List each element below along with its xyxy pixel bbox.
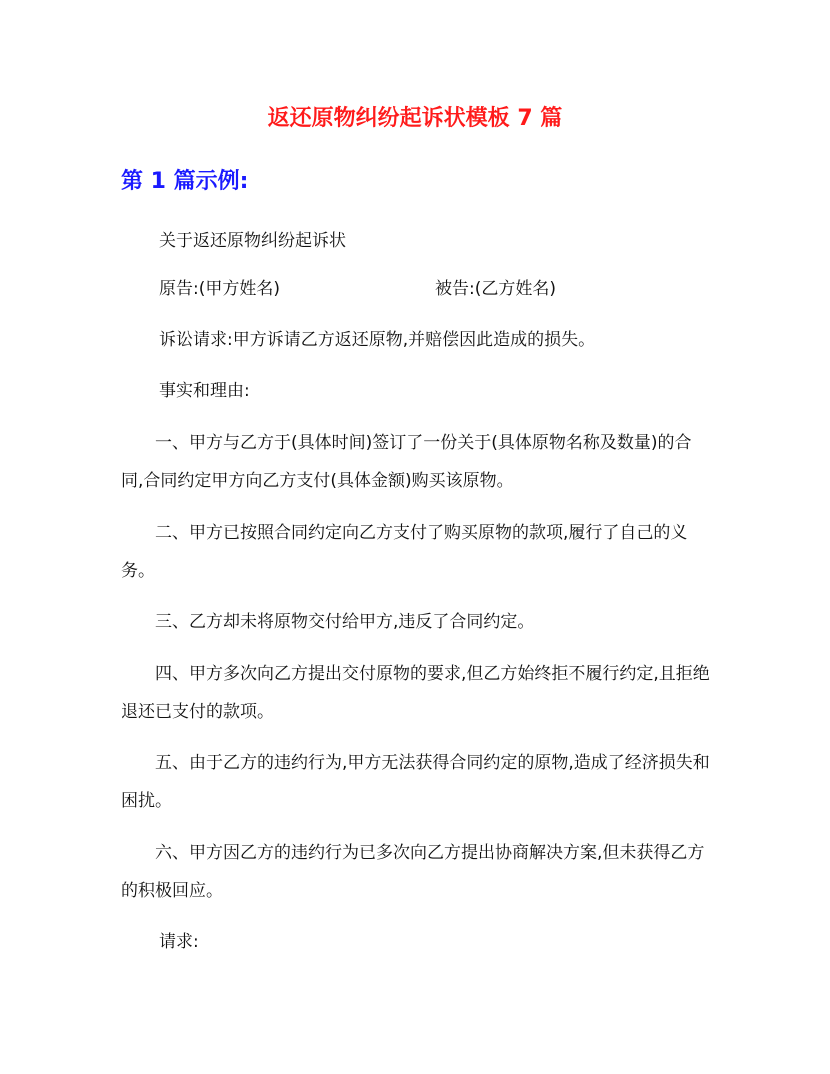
fact-paragraph: 三、乙方却未将原物交付给甲方,违反了合同约定。 [155,612,535,632]
parties-line [159,270,556,308]
request-label: 请求: [159,932,199,952]
fact-paragraph: 二、甲方已按照合同约定向乙方支付了购买原物的款项,履行了自己的义务。 [121,523,688,581]
fact-paragraph: 四、甲方多次向乙方提出交付原物的要求,但乙方始终拒不履行约定,且拒绝退还已支付的款项。 [121,664,710,722]
defendant: 被告:(乙方姓名) [435,279,556,299]
subject-line: 关于返还原物纠纷起诉状 [159,231,346,251]
fact-paragraph: 五、由于乙方的违约行为,甲方无法获得合同约定的原物,造成了经济损失和困扰。 [121,753,710,811]
plaintiff: 原告:(甲方姓名) [159,279,280,299]
document-title: 返还原物纠纷起诉状模板 7 篇 [267,106,563,131]
fact-paragraph: 一、甲方与乙方于(具体时间)签订了一份关于(具体原物名称及数量)的合同,合同约定甲方向乙方支付(具体金额)购买该原物。 [121,433,692,491]
claim-line: 诉讼请求:甲方诉请乙方返还原物,并赔偿因此造成的损失。 [159,330,596,350]
fact-paragraph: 六、甲方因乙方的违约行为已多次向乙方提出协商解决方案,但未获得乙方的积极回应。 [121,843,705,901]
section-heading: 第 1 篇示例: [121,169,249,194]
facts-label: 事实和理由: [159,381,250,401]
